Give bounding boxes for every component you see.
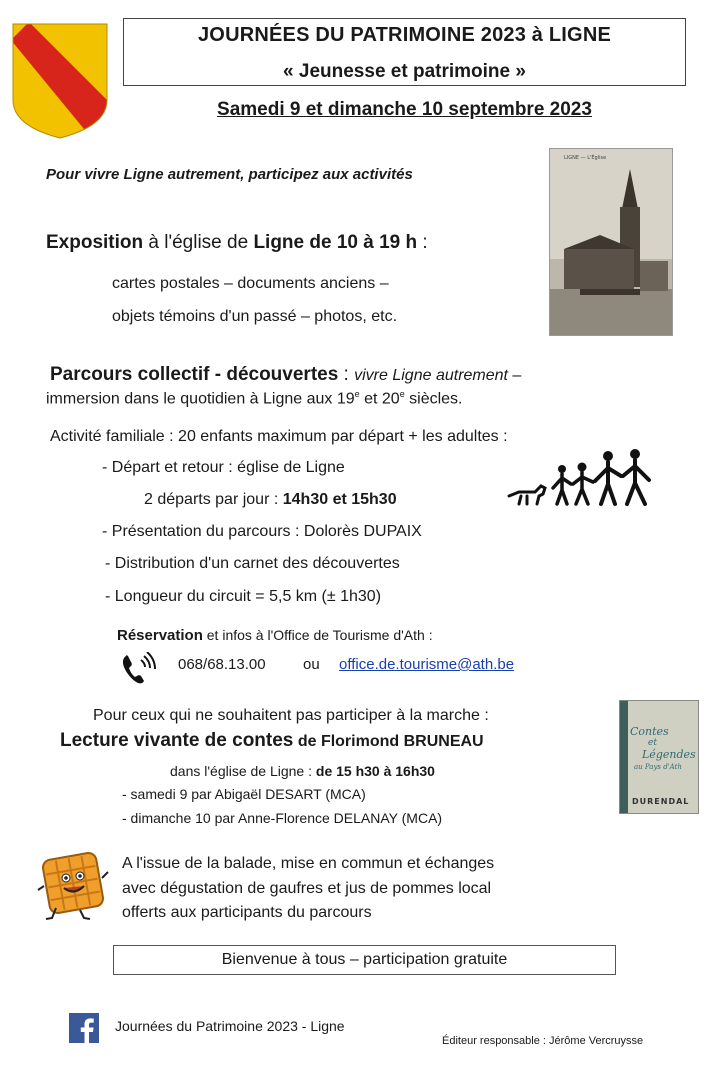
lecture-times: de 15 h30 à 16h30 — [315, 763, 435, 779]
phone-number[interactable]: 068/68.13.00 — [178, 656, 266, 673]
exposition-label: Exposition — [46, 232, 144, 253]
facebook-icon[interactable] — [69, 1013, 99, 1043]
balade-line-1: A l'issue de la balade, mise en commun et échanges — [122, 855, 495, 872]
parcours-heading-colon: : — [338, 364, 355, 385]
book-title-1: Contes — [630, 725, 669, 738]
book-title-3: Légendes — [642, 748, 696, 761]
exposition-place: Ligne de 10 à 19 h — [253, 232, 418, 253]
exposition-heading — [46, 232, 428, 254]
lecture-heading-author: de Florimond BRUNEAU — [293, 733, 484, 750]
parcours-item-departs-per-day — [144, 491, 397, 509]
lecture-heading-main: Lecture vivante de contes — [60, 730, 294, 751]
svg-text:LIGNE — L'Église: LIGNE — L'Église — [564, 155, 607, 161]
parcours-item-depart: - Départ et retour : église de Ligne — [102, 459, 345, 476]
welcome-banner: Bienvenue à tous – participation gratuite — [113, 945, 616, 975]
exposition-line-2: objets témoins d'un passé – photos, etc. — [112, 308, 398, 325]
intro-text: Pour vivre Ligne autrement, participez aux activités — [46, 166, 413, 183]
parcours-item-longueur: - Longueur du circuit = 5,5 km (± 1h30) — [105, 588, 382, 605]
parcours-item-carnet: - Distribution d'un carnet des découvertes — [105, 555, 400, 572]
parcours-immersion-c: siècles. — [404, 390, 463, 408]
book-publisher: DURENDAL — [632, 797, 690, 806]
exposition-heading-tail: : — [417, 232, 428, 253]
tourism-email-link[interactable]: office.de.tourisme@ath.be — [339, 656, 515, 673]
phone-icon — [120, 652, 156, 686]
book-title-4: au Pays d'Ath — [634, 763, 682, 771]
facebook-page-name[interactable]: Journées du Patrimoine 2023 - Ligne — [115, 1018, 345, 1034]
parcours-tagline: vivre Ligne autrement — [354, 367, 508, 384]
reservation-label: Réservation — [117, 627, 203, 644]
lecture-place-line — [170, 763, 435, 779]
book-title-2: et — [648, 738, 657, 748]
parcours-immersion-b: et 20 — [359, 390, 400, 408]
coat-of-arms-icon — [11, 22, 109, 140]
book-cover-image — [619, 700, 699, 814]
sup-2: e — [399, 389, 405, 399]
exposition-line-1: cartes postales – documents anciens – — [112, 275, 389, 292]
parcours-heading-dash: – — [507, 367, 522, 384]
sup-1: e — [354, 389, 360, 399]
departs-prefix: 2 départs par jour : — [144, 491, 283, 508]
walking-family-icon — [505, 446, 655, 508]
reservation-text: et infos à l'Office de Tourisme d'Ath : — [202, 627, 433, 643]
lecture-pre: Pour ceux qui ne souhaitent pas participer à la marche : — [93, 707, 489, 724]
lecture-sunday: - dimanche 10 par Anne-Florence DELANAY (MCA) — [122, 810, 443, 826]
page-title: JOURNÉES DU PATRIMOINE 2023 à LIGNE — [197, 24, 611, 46]
parcours-label: Parcours collectif - découvertes — [50, 364, 339, 385]
lecture-place: dans l'église de Ligne : — [170, 763, 316, 779]
editor-responsible: Éditeur responsable : Jérôme Vercruysse — [442, 1035, 644, 1047]
balade-line-3: offerts aux participants du parcours — [122, 904, 372, 921]
lecture-heading — [60, 730, 484, 752]
parcours-immersion — [46, 389, 463, 408]
event-dates: Samedi 9 et dimanche 10 septembre 2023 — [217, 99, 592, 120]
lecture-saturday: - samedi 9 par Abigaël DESART (MCA) — [122, 786, 366, 802]
exposition-heading-mid: à l'église de — [143, 232, 254, 253]
waffle-mascot-icon — [36, 850, 112, 922]
departs-times: 14h30 et 15h30 — [282, 491, 397, 508]
or-text: ou — [303, 656, 320, 673]
parcours-item-presentation: - Présentation du parcours : Dolorès DUPAIX — [102, 523, 422, 540]
parcours-immersion-a: immersion dans le quotidien à Ligne aux 19 — [46, 390, 355, 408]
activite-familiale: Activité familiale : 20 enfants maximum par départ + les adultes : — [50, 428, 508, 445]
balade-line-2: avec dégustation de gaufres et jus de pommes local — [122, 880, 492, 897]
page-subtitle: « Jeunesse et patrimoine » — [283, 61, 526, 82]
church-postcard-image — [549, 148, 673, 336]
reservation-line — [117, 627, 433, 644]
parcours-heading — [50, 364, 521, 386]
